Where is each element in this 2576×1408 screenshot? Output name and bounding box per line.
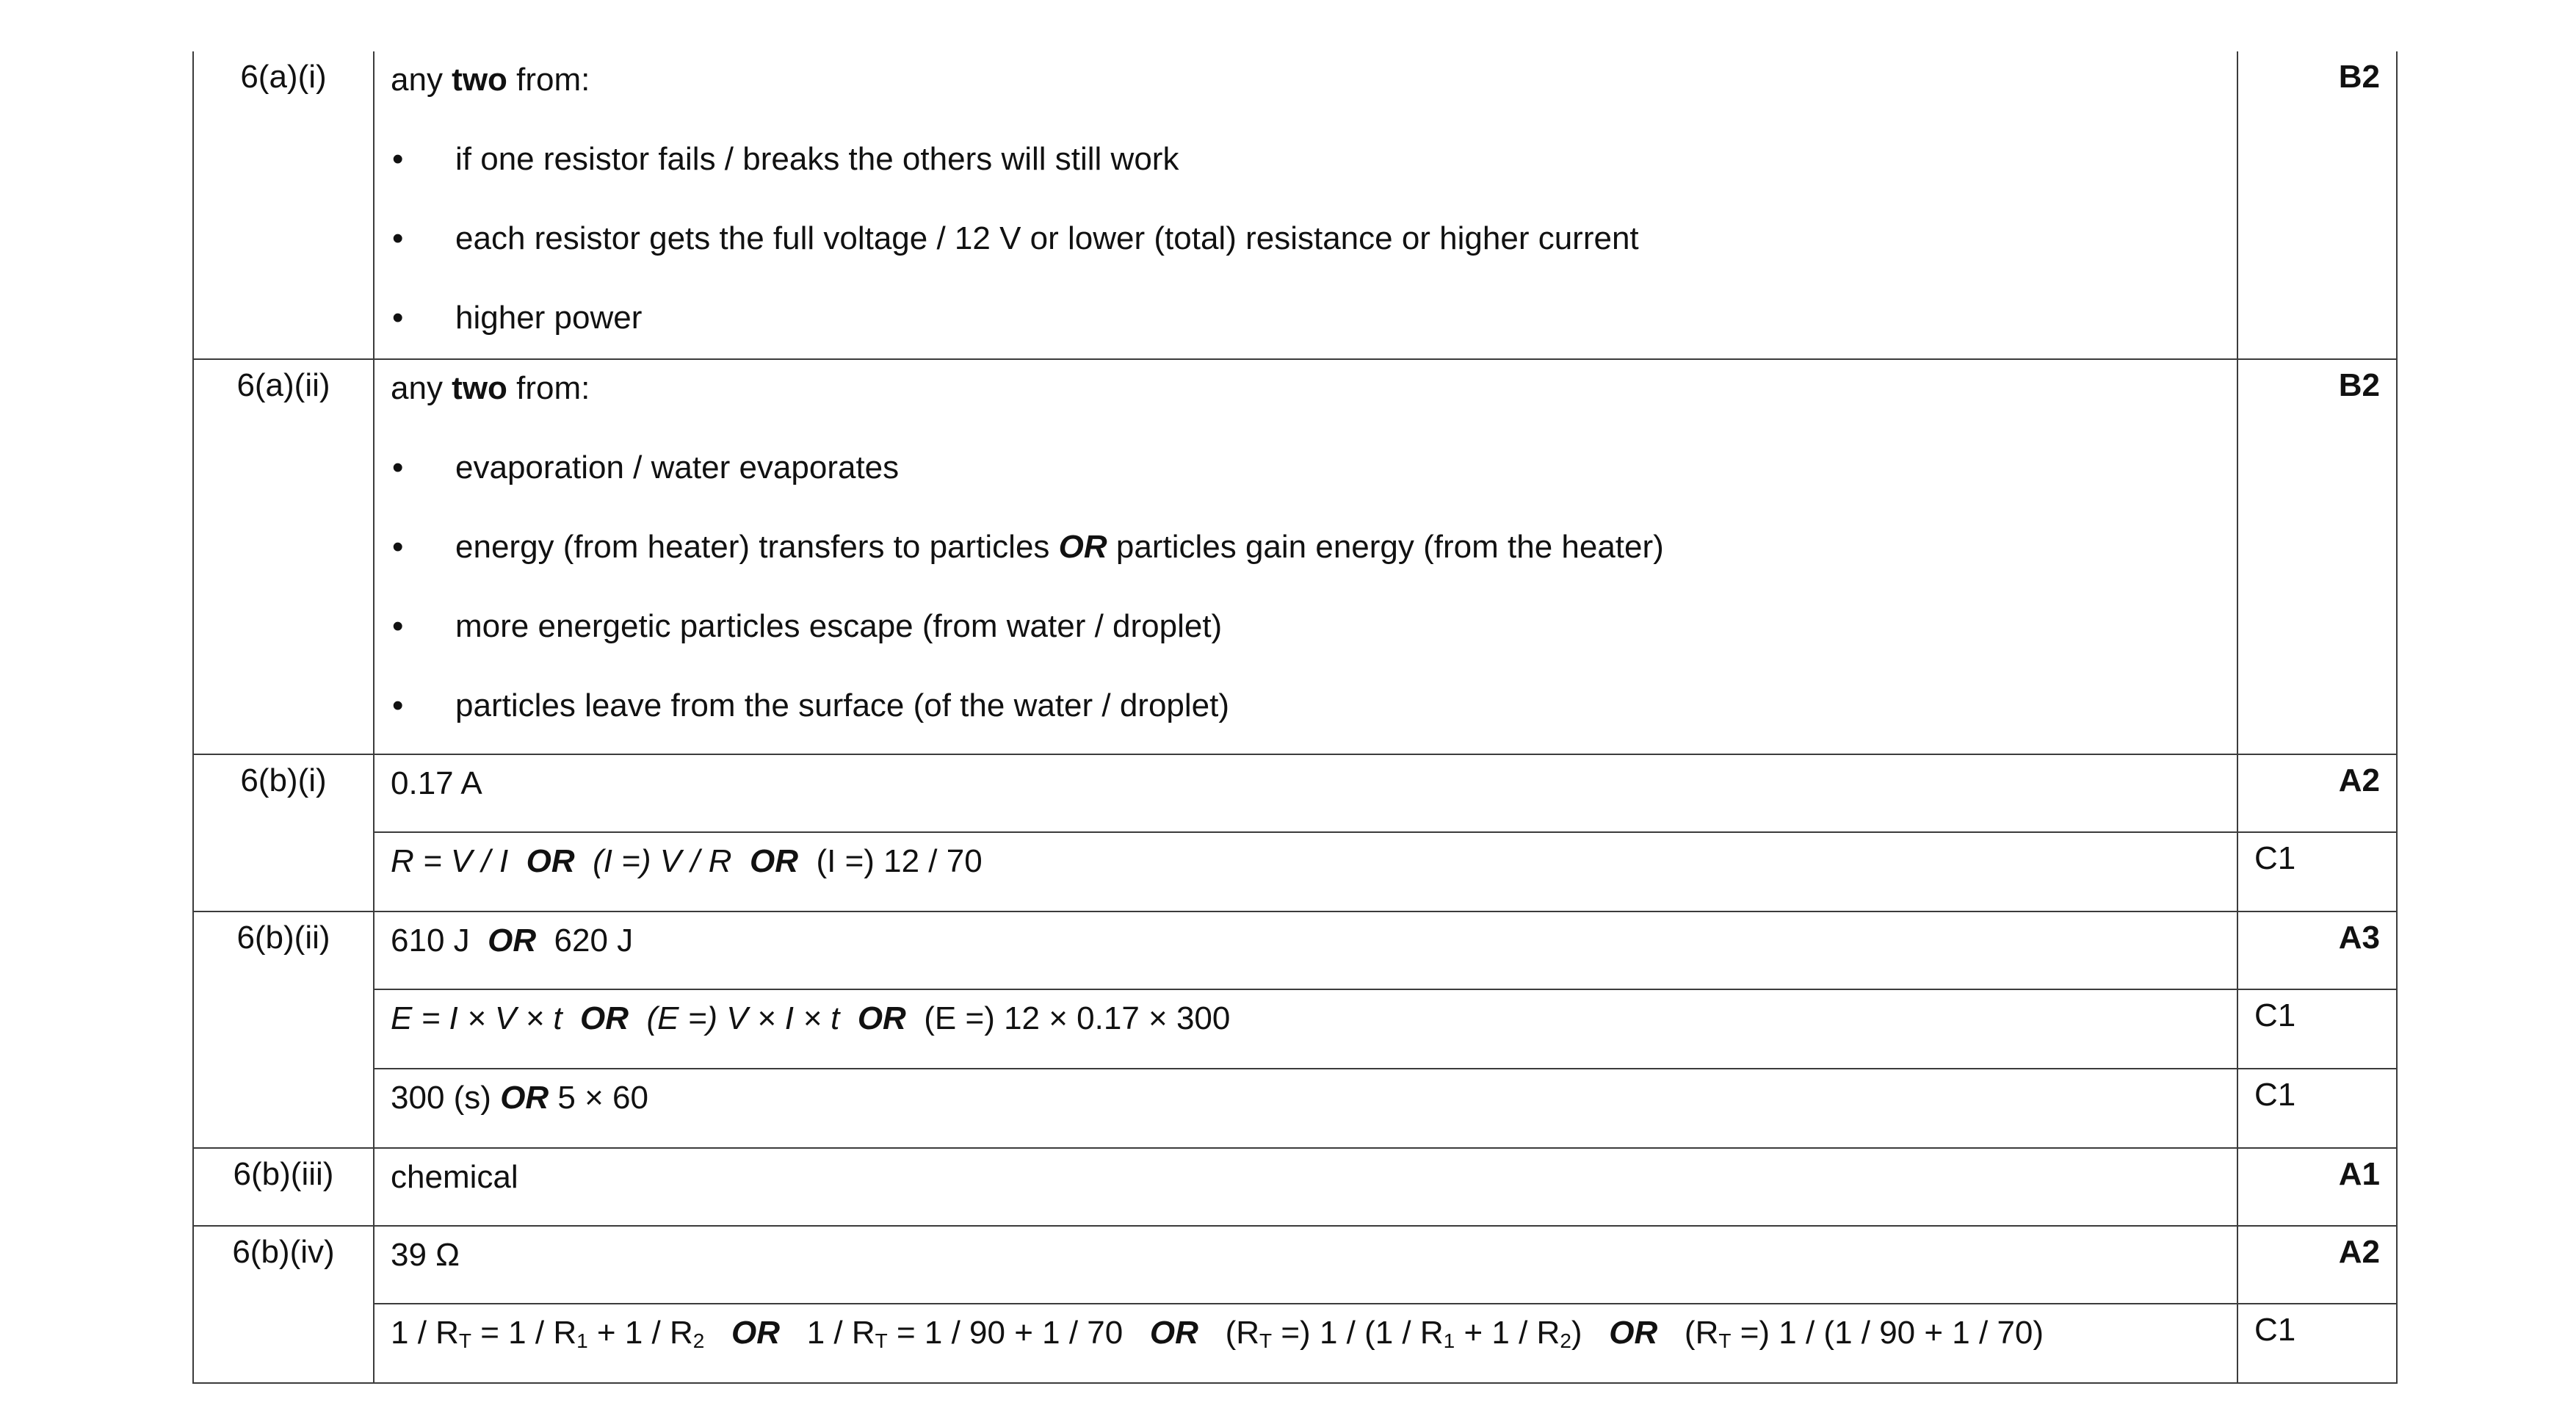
- method-line: R = V / I OR (I =) V / R OR (I =) 12 / 70: [391, 843, 983, 879]
- row-6biv-method: [193, 1304, 2397, 1383]
- question-number: 6(b)(i): [193, 754, 374, 911]
- bullet-icon: •: [392, 220, 404, 256]
- answer-cell: [374, 911, 2237, 989]
- method-cell: [374, 832, 2237, 911]
- question-number: 6(a)(ii): [193, 359, 374, 754]
- answer-cell: [374, 1148, 2237, 1226]
- bullet-point: • particles leave from the surface (of the water / droplet): [391, 685, 2237, 727]
- bullet-point: • higher power: [391, 297, 2237, 339]
- mark-code: A2: [2237, 1226, 2397, 1304]
- question-number: 6(b)(iii): [193, 1148, 374, 1226]
- row-6aii: [193, 359, 2397, 754]
- method-line: E = I × V × t OR (E =) V × I × t OR (E =) 12 × 0.17 × 300: [391, 1000, 1231, 1036]
- row-6ai: [193, 51, 2397, 359]
- bullet-icon: •: [392, 529, 404, 565]
- question-number: 6(b)(ii): [193, 911, 374, 1148]
- bullet-icon: •: [392, 300, 404, 336]
- bullet-icon: •: [392, 141, 404, 177]
- final-answer: chemical: [391, 1159, 518, 1195]
- final-answer: 0.17 A: [391, 765, 482, 801]
- formula-1: $1 / R_T = 1 / R_1 + 1 / R_2$: [391, 1315, 705, 1352]
- answer-intro: any two from:: [391, 62, 590, 98]
- question-number: 6(a)(i): [193, 51, 374, 359]
- formula-4: ($R_T$ =) 1 / (1 / 90 + 1 / 70): [1684, 1315, 2044, 1352]
- row-6bi-method: [193, 832, 2397, 911]
- method-line: 300 (s) OR 5 × 60: [391, 1080, 648, 1116]
- mark-code: A2: [2237, 754, 2397, 832]
- answer-cell: [374, 51, 2237, 359]
- bullet-icon: •: [392, 687, 404, 723]
- formula-3: ($R_T$ =) $1 / (1 / R_1 + 1 / R_2)$: [1225, 1315, 1582, 1352]
- bullet-point: • more energetic particles escape (from water / droplet): [391, 605, 2237, 648]
- formula-2: $1 / R_T = 1 / 90 + 1 / 70$: [806, 1315, 1124, 1352]
- row-6bi: [193, 754, 2397, 832]
- bullet-point: • each resistor gets the full voltage / 12 V or lower (total) resistance or higher current: [391, 217, 2237, 260]
- mark-code: C1: [2237, 1069, 2397, 1148]
- answer-cell: [374, 1226, 2237, 1304]
- mark-code: C1: [2237, 989, 2397, 1069]
- row-6biii: [193, 1148, 2397, 1226]
- mark-code: C1: [2237, 832, 2397, 911]
- question-number: 6(b)(iv): [193, 1226, 374, 1383]
- mark-code: B2: [2237, 51, 2397, 359]
- bullet-icon: •: [392, 450, 404, 485]
- mark-code: A1: [2237, 1148, 2397, 1226]
- method-line: $1 / R_T = 1 / R_1 + 1 / R_2$ OR $1 / R_T = 1 / 90 + 1 / 70$ OR ($R_T$ =) $1 / (1 / R_1 + 1 / R_2)$ OR ($R_T$ =) 1 / (1 / 90 + 1 / 70): [391, 1315, 2044, 1352]
- answer-cell: [374, 359, 2237, 754]
- row-6bii: [193, 911, 2397, 989]
- answer-intro: any two from:: [391, 370, 590, 406]
- method-cell: [374, 1069, 2237, 1148]
- row-6bii-method2: [193, 1069, 2397, 1148]
- row-6biv: [193, 1226, 2397, 1304]
- answer-cell: [374, 754, 2237, 832]
- method-cell: [374, 1304, 2237, 1383]
- bullet-point: • energy (from heater) transfers to particles OR particles gain energy (from the heater): [391, 526, 2237, 568]
- mark-code: C1: [2237, 1304, 2397, 1383]
- mark-scheme-table: [192, 51, 2398, 1384]
- mark-code: B2: [2237, 359, 2397, 754]
- bullet-point: • evaporation / water evaporates: [391, 447, 2237, 489]
- bullet-point: • if one resistor fails / breaks the others will still work: [391, 138, 2237, 181]
- method-cell: [374, 989, 2237, 1069]
- final-answer: 39 Ω: [391, 1237, 460, 1273]
- row-6bii-method: [193, 989, 2397, 1069]
- final-answer: 610 J OR 620 J: [391, 923, 634, 958]
- mark-code: A3: [2237, 911, 2397, 989]
- bullet-icon: •: [392, 608, 404, 644]
